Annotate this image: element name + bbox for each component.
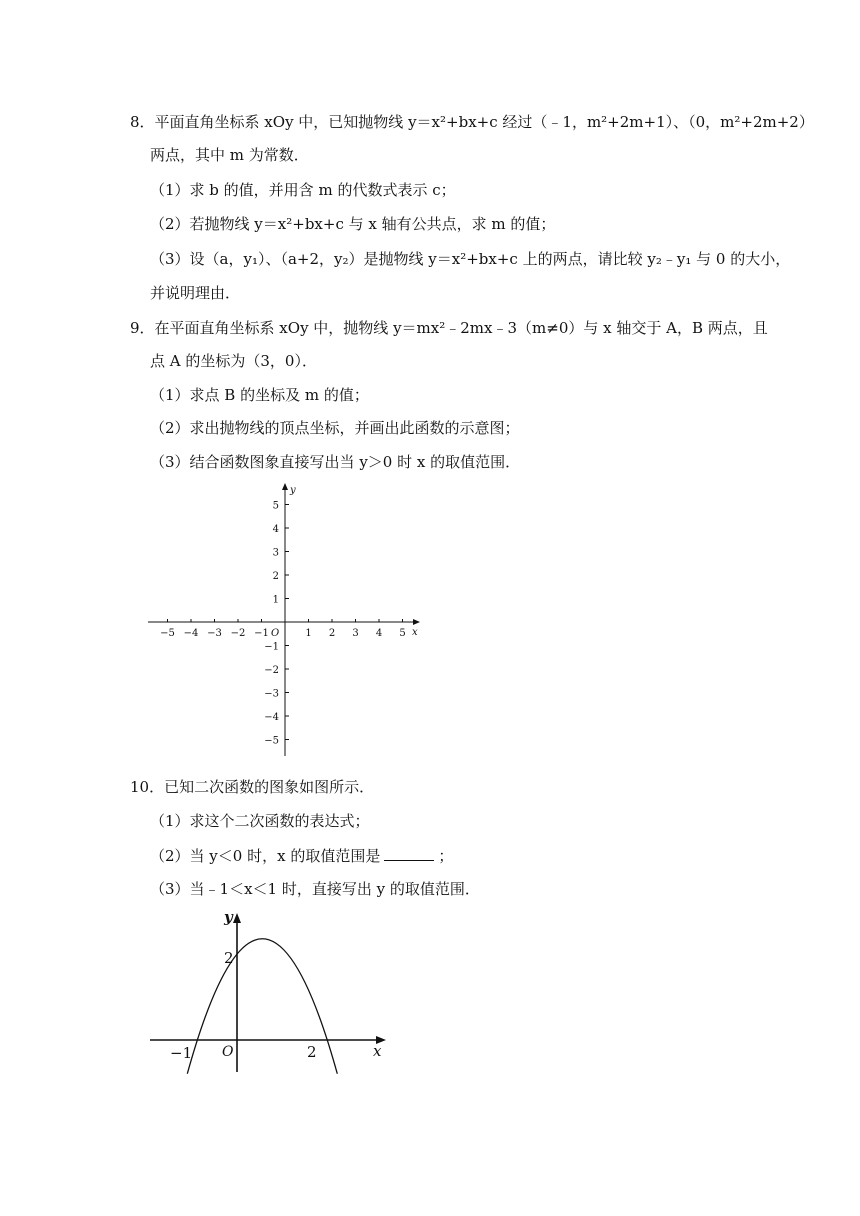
q9-part2: （2）求出抛物线的顶点坐标，并画出此函数的示意图； — [150, 419, 520, 437]
q9-stem-line1: 9．在平面直角坐标系 xOy 中，抛物线 y＝mx²﹣2mx﹣3（m≠0）与 x 轴交于 A，B 两点，且 — [130, 319, 768, 337]
q9-x-tick-label: −4 — [183, 628, 199, 639]
q9-x-tick-label: −2 — [230, 628, 246, 639]
q10-label-x-neg1: −1 — [170, 1044, 193, 1062]
q9-x-tick-label: −5 — [160, 628, 175, 639]
q10-stem: 10．已知二次函数的图象如图所示． — [130, 778, 375, 796]
q8-stem-line2: 两点，其中 m 为常数． — [150, 146, 309, 164]
q9-coordinate-grid — [140, 478, 430, 760]
q9-x-tick-label: 4 — [375, 628, 383, 639]
q9-x-tick-label: 3 — [352, 628, 359, 639]
q9-part3: （3）结合函数图象直接写出当 y＞0 时 x 的取值范围． — [150, 453, 521, 471]
q10-x-axis-label: x — [373, 1042, 382, 1060]
q9-y-tick-label: 1 — [272, 594, 279, 606]
q9-part1: （1）求点 B 的坐标及 m 的值； — [150, 386, 369, 404]
q9-y-tick-label: −5 — [264, 735, 279, 747]
q9-y-tick-label: −4 — [264, 712, 279, 723]
q9-origin-label: O — [271, 628, 280, 639]
q9-x-tick-label: 1 — [305, 628, 312, 639]
q8-part3-line2: 并说明理由． — [150, 284, 241, 302]
q9-y-axis-label: y — [290, 485, 296, 496]
q8-part1: （1）求 b 的值，并用含 m 的代数式表示 c； — [150, 181, 456, 199]
q10-y-axis-label: y — [224, 908, 233, 926]
q9-y-tick-label: −2 — [264, 665, 279, 676]
q10-part2-end: ； — [438, 847, 454, 865]
q10-part1: （1）求这个二次函数的表达式； — [150, 812, 370, 830]
q10-part2 — [150, 845, 453, 866]
q9-y-tick-label: 3 — [272, 547, 279, 559]
q10-label-x-2: 2 — [307, 1043, 317, 1061]
q9-y-tick-label: 2 — [272, 571, 279, 582]
q9-x-axis-label: x — [412, 627, 418, 638]
q9-y-tick-label: −1 — [264, 641, 279, 653]
q10-label-y-2: 2 — [224, 949, 234, 967]
q9-stem-line2: 点 A 的坐标为（3，0）． — [150, 352, 317, 370]
q9-y-tick-label: 5 — [272, 500, 279, 512]
q9-x-tick-label: −1 — [254, 628, 269, 639]
q9-x-tick-label: −3 — [207, 628, 222, 639]
q10-parabola-graph — [140, 900, 400, 1080]
q8-part2: （2）若抛物线 y＝x²+bx+c 与 x 轴有公共点，求 m 的值； — [150, 215, 556, 233]
q10-origin-label: O — [222, 1044, 234, 1060]
q8-stem-line1: 8．平面直角坐标系 xOy 中，已知抛物线 y＝x²+bx+c 经过（﹣1，m²+2m+1）、（0，m²+2m+2） — [130, 113, 814, 131]
q10-part3: （3）当﹣1＜x＜1 时，直接写出 y 的取值范围． — [150, 880, 480, 898]
q10-part2-text: （2）当 y＜0 时，x 的取值范围是 — [150, 847, 381, 865]
q8-part3-line1: （3）设（a，y₁）、（a+2，y₂）是抛物线 y＝x²+bx+c 上的两点，请比较 y₂﹣y₁ 与 0 的大小， — [150, 250, 791, 268]
q9-y-tick-label: 4 — [272, 524, 279, 535]
q10-answer-blank — [384, 845, 434, 861]
q9-y-tick-label: −3 — [264, 688, 279, 700]
q9-x-tick-label: 2 — [328, 628, 336, 639]
q9-x-tick-label: 5 — [399, 628, 406, 639]
